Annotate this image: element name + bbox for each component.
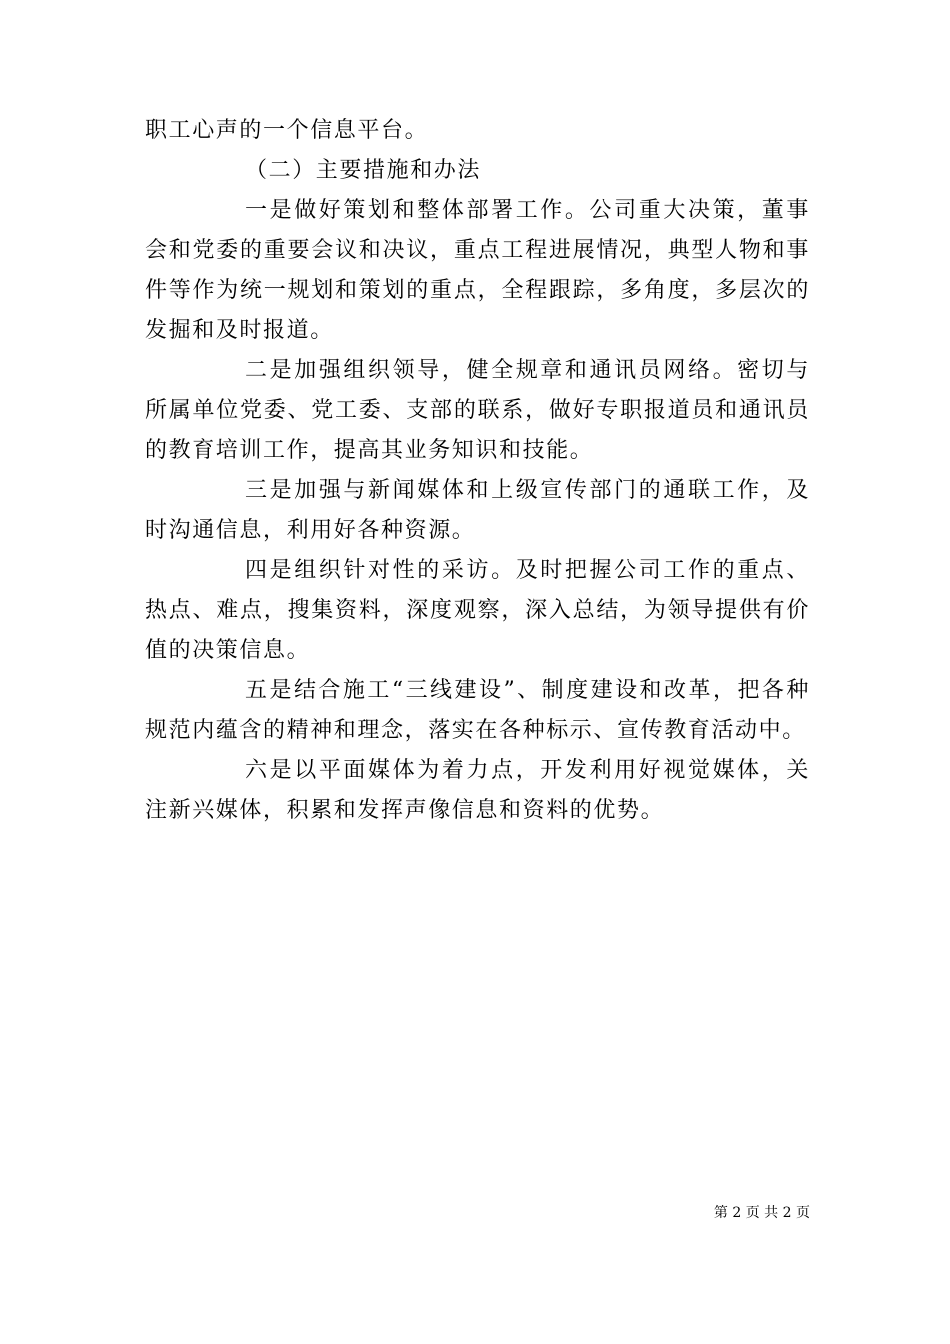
continuation-line: 职工心声的一个信息平台。 (145, 118, 429, 143)
paragraph-3: 三是加强与新闻媒体和上级宣传部门的通联工作，及时沟通信息，利用好各种资源。 (145, 478, 810, 543)
paragraph-1: 一是做好策划和整体部署工作。公司重大决策，董事会和党委的重要会议和决议，重点工程进展情况，典型人物和事件等作为统一规划和策划的重点，全程跟踪，多角度，多层次的发掘和及时报道。 (145, 198, 810, 343)
paragraph-6: 六是以平面媒体为着力点，开发利用好视觉媒体，关注新兴媒体，积累和发挥声像信息和资料的优势。 (145, 758, 810, 823)
paragraph-5: 五是结合施工“三线建设”、制度建设和改革，把各种规范内蕴含的精神和理念，落实在各种标示、宣传教育活动中。 (145, 678, 810, 743)
paragraph-2: 二是加强组织领导，健全规章和通讯员网络。密切与所属单位党委、党工委、支部的联系，做好专职报道员和通讯员的教育培训工作，提高其业务知识和技能。 (145, 358, 810, 463)
document-body (145, 111, 810, 831)
page-footer: 第 2 页 共 2 页 (713, 1205, 810, 1221)
section-heading: （二）主要措施和办法 (245, 158, 482, 183)
paragraph-4: 四是组织针对性的采访。及时把握公司工作的重点、热点、难点，搜集资料，深度观察，深入总结，为领导提供有价值的决策信息。 (145, 558, 810, 663)
